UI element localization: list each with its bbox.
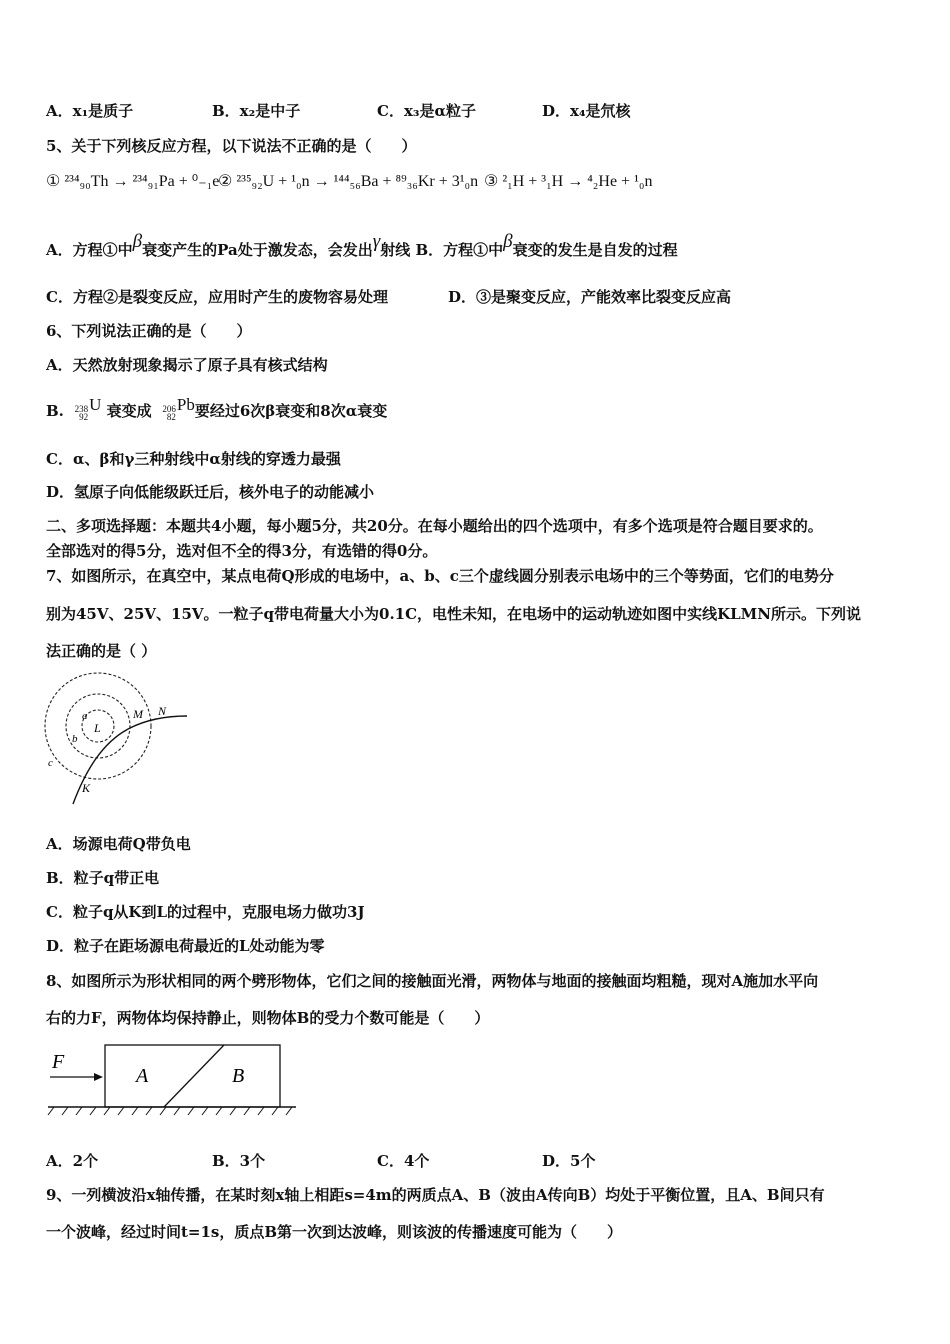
q5-stem: 5、关于下列核反应方程，以下说法不正确的是（ ）	[46, 137, 417, 155]
label-F: F	[52, 1051, 65, 1073]
q5-option-b-text: 衰变的发生是自发的过程	[512, 241, 678, 259]
q7-option-c: C．粒子q从K到L的过程中，克服电场力做功3J	[46, 903, 365, 921]
force-arrow-head	[94, 1073, 103, 1081]
gamma-symbol: γ	[372, 231, 381, 252]
label-B: B	[232, 1065, 245, 1087]
q8-option-a: A．2个	[46, 1152, 99, 1170]
trajectory-klmn	[73, 716, 187, 804]
q8-stem-line-2: 右的力F，两物体均保持静止，则物体B的受力个数可能是（ ）	[46, 1009, 490, 1027]
q6-option-d: D．氢原子向低能级跃迁后，核外电子的动能减小	[46, 483, 375, 501]
q5-option-c: C．方程②是裂变反应，应用时产生的废物容易处理	[46, 288, 388, 306]
label-M: M	[133, 707, 143, 721]
q7-stem-line-3: 法正确的是（ ）	[46, 642, 157, 660]
q7-option-d: D．粒子在距场源电荷最近的L处动能为零	[46, 937, 325, 955]
label-K: K	[82, 781, 91, 795]
q5-option-a-text: 衰变产生的Pa处于激发态，会发出	[142, 241, 373, 259]
q9-stem-line-1: 9、一列横波沿x轴传播，在某时刻x轴上相距s=4m的两质点A、B（波由A传向B）均处于平衡位置，且A、B间只有	[46, 1186, 825, 1204]
label-A: A	[136, 1065, 149, 1087]
section-2-instruction-line-1: 二、多项选择题：本题共4小题，每小题5分，共20分。在每小题给出的四个选项中，有多个选项是符合题目要求的。	[46, 517, 823, 535]
wedge-contact-surface	[164, 1045, 224, 1107]
q5-equation-2: ② ²³⁵₉₂U + ¹₀n → ¹⁴⁴₅₆Ba + ⁸⁹₃₆Kr + 3¹₀n	[218, 173, 479, 190]
beta-symbol: β	[503, 231, 513, 252]
q6-option-b-end: 要经过6次β衰变和8次α衰变	[194, 402, 388, 420]
q8-option-d: D．5个	[542, 1152, 596, 1170]
q4-option-b: B．x₂是中子	[212, 102, 301, 120]
q8-wedge-figure	[44, 1040, 300, 1120]
q5-option-a-b-line	[46, 231, 678, 260]
q5-option-a-end: 射线	[380, 241, 411, 259]
q6-stem: 6、下列说法正确的是（ ）	[46, 322, 252, 340]
q5-option-a-label: A．方程①中	[46, 241, 133, 259]
q4-option-c: C．x₃是α粒子	[377, 102, 476, 120]
q7-equipotential-figure	[40, 672, 200, 812]
section-2-instruction-line-2: 全部选对的得5分，选对但不全的得3分，有选错的得0分。	[46, 542, 438, 560]
ground-hatching	[48, 1107, 292, 1115]
q6-option-b-label: B.	[46, 402, 64, 420]
block-outline	[105, 1045, 280, 1107]
q5-equation-3: ③ ²₁H + ³₁H → ⁴₂He + ¹₀n	[484, 173, 653, 190]
q9-stem-line-2: 一个波峰，经过时间t=1s，质点B第一次到达波峰，则该波的传播速度可能为（ ）	[46, 1223, 623, 1241]
q6-option-b-line: B. 238 92 U 衰变成 206 82 Pb要经过6次β衰变和8次α衰变	[46, 395, 388, 422]
q6-option-a: A．天然放射现象揭示了原子具有核式结构	[46, 356, 328, 374]
q6-option-c: C．α、β和γ三种射线中α射线的穿透力最强	[46, 450, 341, 468]
q4-option-d: D．x₄是氘核	[542, 102, 631, 120]
q4-option-a: A．x₁是质子	[46, 102, 134, 120]
q5-option-b-label: B．方程①中	[415, 241, 504, 259]
beta-symbol: β	[132, 231, 143, 252]
q7-option-a: A．场源电荷Q带负电	[46, 835, 191, 853]
q5-option-d: D．③是聚变反应，产能效率比裂变反应高	[448, 288, 732, 306]
q8-stem-line-1: 8、如图所示为形状相同的两个劈形物体，它们之间的接触面光滑，两物体与地面的接触面均粗糙，现对A施加水平向	[46, 972, 819, 990]
q8-option-c: C．4个	[377, 1152, 430, 1170]
q7-stem-line-1: 7、如图所示，在真空中，某点电荷Q形成的电场中，a、b、c三个虚线圆分别表示电场中的三个等势面，它们的电势分	[46, 567, 834, 585]
q7-option-b: B．粒子q带正电	[46, 869, 160, 887]
q8-option-b: B．3个	[212, 1152, 266, 1170]
q5-equation-1: ① ²³⁴₉₀Th → ²³⁴₉₁Pa + ⁰₋₁e	[46, 173, 220, 190]
label-a: a	[82, 710, 88, 722]
label-N: N	[158, 704, 167, 718]
q6-option-b-text: 衰变成	[106, 402, 152, 420]
label-L: L	[94, 721, 101, 735]
q7-stem-line-2: 别为45V、25V、15V。一粒子q带电荷量大小为0.1C，电性未知，在电场中的运动轨迹如图中实线KLMN所示。下列说	[46, 605, 861, 623]
label-c: c	[48, 757, 53, 769]
label-b: b	[72, 733, 78, 745]
